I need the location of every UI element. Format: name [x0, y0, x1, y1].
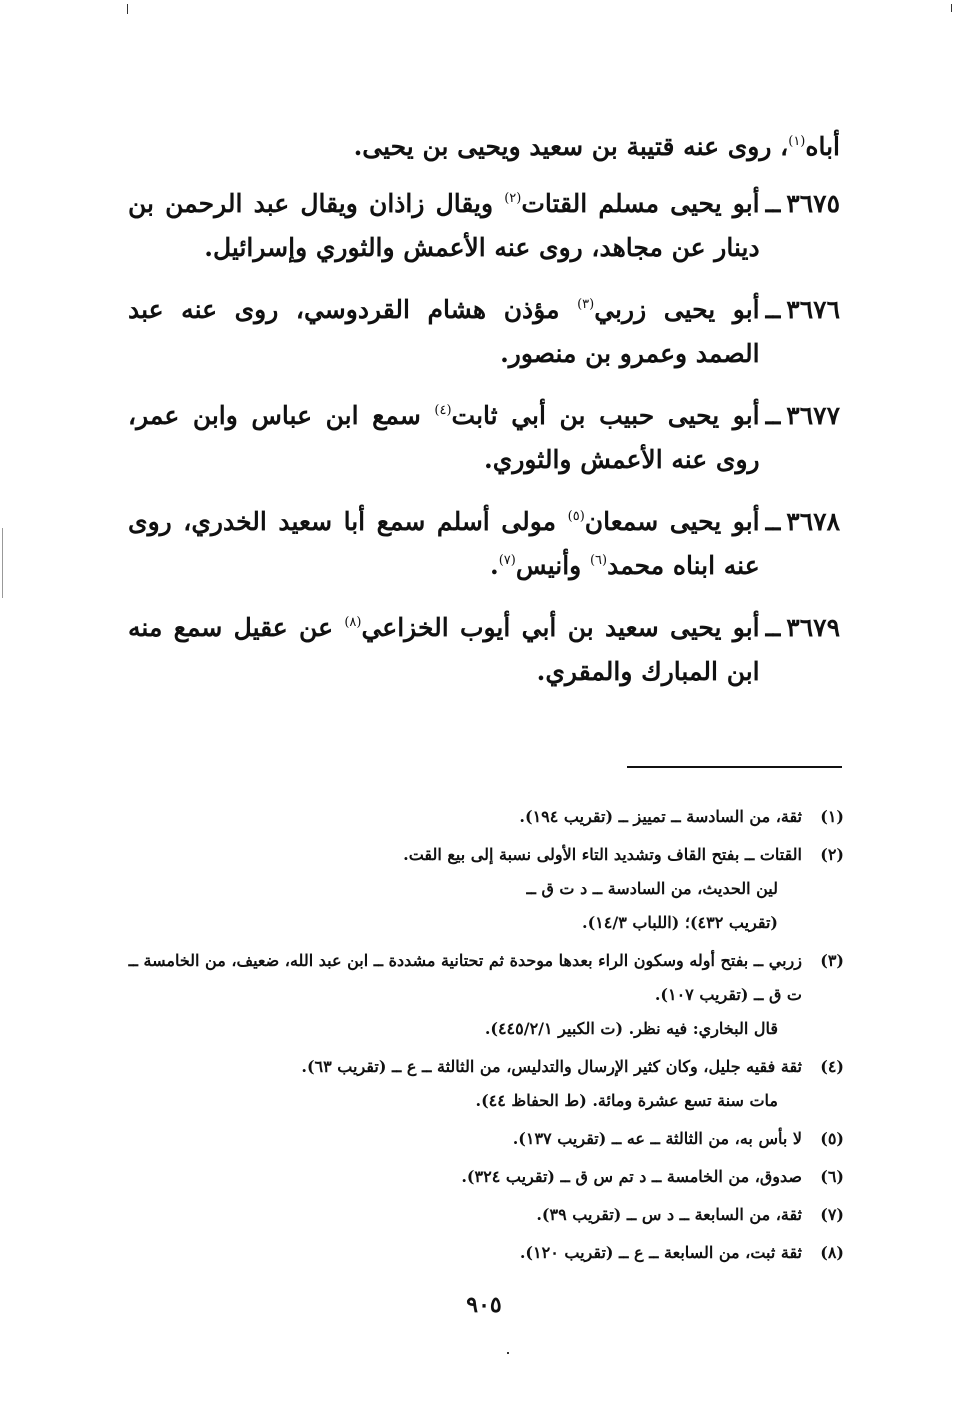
footnote-7	[124, 1198, 844, 1232]
entry-3675: ٣٦٧٥ــ أبو يحيى مسلم القتات$^{(٢)}$ ويقال زاذان ويقال عبد الرحمن بن دينار عن مجاهد، روى عنه الأعمش والثوري وإسرائيل.	[128, 182, 840, 270]
footnote-marker: (٧)	[498, 553, 516, 568]
entry-number: ٣٦٧٦	[786, 295, 840, 324]
footnote-text: ثقة، من السادسة ــ تمييز ــ (تقريب ١٩٤).	[519, 807, 802, 826]
footnote-2	[124, 838, 844, 940]
entry-number: ٣٦٧٥	[786, 189, 840, 218]
footnote-5	[124, 1122, 844, 1156]
footnote-marker: (١)	[788, 134, 806, 149]
footnote-text: القتات ــ بفتح القاف وتشديد التاء الأولى نسبة إلى بيع القت.	[403, 845, 802, 864]
footnote-1	[124, 800, 844, 834]
footnote-8	[124, 1236, 844, 1270]
footnote-number: (٥)	[820, 1129, 844, 1148]
page-number: ٩٠٥	[466, 1292, 502, 1318]
footnote-text: لا بأس به، من الثالثة ــ عه ــ (تقريب ١٣٧).	[512, 1129, 802, 1148]
footnote-number: (٨)	[820, 1243, 844, 1262]
footnote-text: صدوق، من الخامسة ــ د تم س ق ــ (تقريب ٣٢٤).	[461, 1167, 802, 1186]
footnote-4	[124, 1050, 844, 1118]
footnote-number: (٤)	[820, 1057, 844, 1076]
footnote-subline: قال البخاري: فيه نظر. (ت الكبير ٤٤٥/٢/١).	[484, 1019, 778, 1038]
entry-number: ٣٦٧٩	[786, 613, 840, 642]
crop-mark	[951, 4, 952, 12]
entry-text: أبو يحيى مسلم القتات$^{(٢)}$ ويقال زاذان ويقال عبد الرحمن بن دينار عن مجاهد، روى عنه الأعمش والثوري وإسرائيل.	[128, 189, 760, 262]
footnote-separator	[627, 766, 842, 768]
crop-mark	[2, 528, 3, 598]
footnote-marker: (٦)	[589, 553, 608, 568]
footnote-number: (١)	[820, 807, 844, 826]
entry-3678: ٣٦٧٨ــ أبو يحيى سمعان$^{(٥)}$ مولى أسلم سمع أبا سعيد الخدري، روى عنه ابناه محمد$^{(٦)}$ وأنيس$^{(٧)}$.	[128, 500, 840, 588]
entry-3679: ٣٦٧٩ــ أبو يحيى سعيد بن أبي أيوب الخزاعي$^{(٨)}$ عن عقيل سمع منه ابن المبارك والمقري.	[128, 606, 840, 694]
crop-mark	[127, 4, 128, 14]
footnote-subline: مات سنة تسع عشرة ومائة. (ط الحفاظ ٤٤).	[475, 1091, 778, 1110]
footnote-marker: (٢)	[504, 191, 522, 206]
crop-mark	[507, 1352, 509, 1354]
footnote-6	[124, 1160, 844, 1194]
footnote-marker: (٨)	[344, 615, 362, 630]
main-text	[128, 128, 840, 712]
entry-3677: ٣٦٧٧ــ أبو يحيى حبيب بن أبي ثابت$^{(٤)}$ سمع ابن عباس وابن عمر، روى عنه الأعمش والثوري.	[128, 394, 840, 482]
footnote-subline: لين الحديث، من السادسة ــ د ت ق ــ	[526, 879, 778, 898]
entry-number: ٣٦٧٧	[786, 401, 840, 430]
footnote-3	[124, 944, 844, 1046]
footnote-number: (٣)	[820, 951, 844, 970]
footnotes	[124, 800, 844, 1274]
footnote-text: ثقة فقيه جليل، وكان كثير الإرسال والتدليس، من الثالثة ــ ع ــ (تقريب ٦٣).	[301, 1057, 802, 1076]
entry-text: أبو يحيى سعيد بن أبي أيوب الخزاعي$^{(٨)}$ عن عقيل سمع منه ابن المبارك والمقري.	[128, 613, 760, 686]
entry-text: أبو يحيى حبيب بن أبي ثابت$^{(٤)}$ سمع ابن عباس وابن عمر، روى عنه الأعمش والثوري.	[128, 401, 760, 474]
footnote-text: ثقة ثبت، من السابعة ــ ع ــ (تقريب ١٢٠).	[519, 1243, 802, 1262]
entry-text: أبو يحيى زربي$^{(٣)}$ مؤذن هشام القردوسي، روى عنه عبد الصمد وعمرو بن منصور.	[128, 295, 760, 368]
footnote-marker: (٣)	[577, 297, 595, 312]
footnote-text: زربي ــ بفتح أوله وسكون الراء بعدها موحدة ثم تحتانية مشددة ــ ابن عبد الله، ضعيف، من الخامسة ــ ت ق ــ (تقريب ١٠٧).	[128, 951, 802, 1004]
entry-text: أبو يحيى سمعان$^{(٥)}$ مولى أسلم سمع أبا سعيد الخدري، روى عنه ابناه محمد$^{(٦)}$ وأنيس$^{(٧)}$.	[128, 507, 760, 580]
footnote-marker: (٥)	[567, 509, 585, 524]
footnote-subline: (تقريب ٤٣٢)؛ (اللباب ١٤/٣).	[582, 913, 778, 932]
footnote-number: (٦)	[820, 1167, 844, 1186]
footnote-marker: (٤)	[434, 403, 452, 418]
footnote-text: ثقة، من السابعة ــ د س ــ (تقريب ٣٩).	[536, 1205, 802, 1224]
continuation-line: أباه$^{(١)}$، روى عنه قتيبة بن سعيد ويحيى بن يحيى.	[353, 132, 840, 161]
footnote-number: (٧)	[820, 1205, 844, 1224]
entry-number: ٣٦٧٨	[786, 507, 840, 536]
footnote-number: (٢)	[820, 845, 844, 864]
entry-3676: ٣٦٧٦ــ أبو يحيى زربي$^{(٣)}$ مؤذن هشام القردوسي، روى عنه عبد الصمد وعمرو بن منصور.	[128, 288, 840, 376]
